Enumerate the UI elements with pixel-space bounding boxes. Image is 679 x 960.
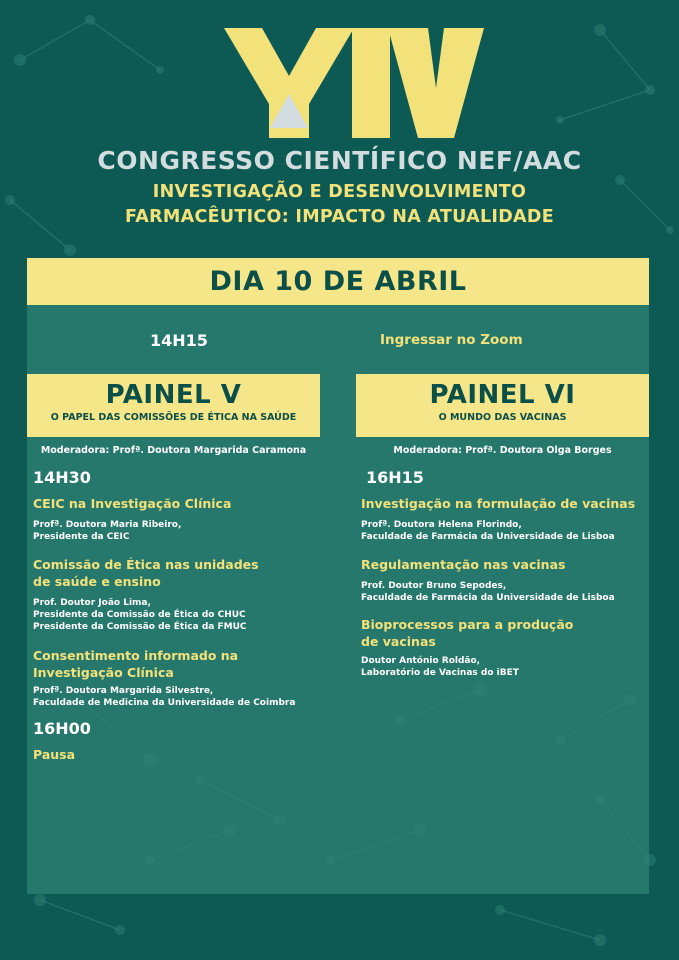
talk-topic [33, 495, 231, 512]
talk-topic-line: Bioprocessos para a produção [361, 617, 574, 632]
day-label: DIA 10 DE ABRIL [209, 266, 467, 297]
xiv-logo [0, 18, 679, 143]
panel-vi-moderator: Moderadora: Profª. Doutora Olga Borges [393, 445, 612, 456]
speaker-line: Prof. Doutor João Lima, [33, 598, 151, 608]
talk-topic-line: Investigação na formulação de vacinas [361, 496, 636, 511]
talk-speaker [33, 685, 295, 709]
talk-topic [33, 556, 259, 590]
speaker-line: Profª. Doutora Maria Ribeiro, [33, 520, 182, 530]
panel-v-time: 14H30 [33, 468, 91, 487]
panel-v-subtitle: O PAPEL DAS COMISSÕES DE ÉTICA NA SAÚDE [50, 412, 297, 423]
talk-topic-line: Comissão de Ética nas unidades [33, 557, 259, 572]
talk-topic [361, 556, 565, 573]
talk-topic-line: CEIC na Investigação Clínica [33, 496, 232, 511]
talk-speaker [33, 519, 181, 543]
panel-vi-time: 16H15 [366, 468, 424, 487]
speaker-line: Faculdade de Farmácia da Universidade de Lisboa [361, 532, 615, 542]
speaker-line: Faculdade de Farmácia da Universidade de Lisboa [361, 593, 615, 603]
speaker-line: Doutor António Roldão, [361, 656, 481, 666]
talk-topic-line: Regulamentação nas vacinas [361, 557, 566, 572]
talk-topic-line: de saúde e ensino [33, 574, 161, 589]
talk-speaker [33, 597, 247, 633]
break-label: Pausa [33, 747, 76, 762]
talk-speaker [361, 519, 615, 543]
talk-topic-line: Consentimento informado na [33, 648, 239, 663]
talk-topic [361, 495, 635, 512]
zoom-join-label: Ingressar no Zoom [380, 332, 523, 348]
speaker-line: Presidente da Comissão de Ética da FMUC [33, 622, 247, 632]
start-time: 14H15 [150, 331, 208, 350]
speaker-line: Profª. Doutora Helena Florindo, [361, 520, 522, 530]
theme-line-1: INVESTIGAÇÃO E DESENVOLVIMENTO [152, 182, 527, 202]
panel-vi-header [356, 374, 649, 437]
talk-topic [361, 616, 573, 650]
speaker-line: Presidente da CEIC [33, 532, 130, 542]
panel-vi-subtitle: O MUNDO DAS VACINAS [438, 412, 567, 423]
theme-line-2: FARMACÊUTICO: IMPACTO NA ATUALIDADE [125, 207, 554, 227]
panel-v-title: PAINEL V [105, 380, 242, 410]
speaker-line: Laboratório de Vacinas do iBET [361, 668, 519, 678]
break-time: 16H00 [33, 719, 91, 738]
panel-v-moderator: Moderadora: Profª. Doutora Margarida Caramona [40, 445, 307, 456]
congress-title: CONGRESSO CIENTÍFICO NEF/AAC [97, 146, 582, 175]
panel-v-header [27, 374, 320, 437]
talk-topic-line: de vacinas [361, 634, 436, 649]
talk-speaker [361, 580, 615, 604]
day-banner [27, 258, 649, 305]
talk-speaker [361, 655, 519, 679]
panel-vi-title: PAINEL VI [429, 380, 576, 410]
speaker-line: Prof. Doutor Bruno Sepodes, [361, 581, 507, 591]
speaker-line: Profª. Doutora Margarida Silvestre, [33, 686, 214, 696]
speaker-line: Faculdade de Medicina da Universidade de Coimbra [33, 698, 296, 708]
speaker-line: Presidente da Comissão de Ética do CHUC [33, 610, 246, 620]
talk-topic [33, 647, 238, 681]
talk-topic-line: Investigação Clínica [33, 665, 174, 680]
